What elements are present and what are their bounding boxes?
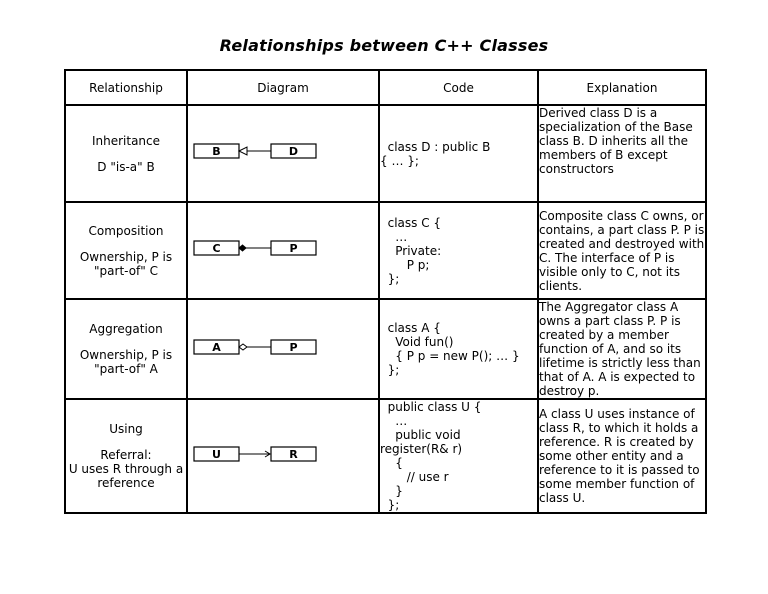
diagram-cell: [187, 299, 379, 399]
header-explanation: Explanation: [538, 70, 706, 105]
explanation-cell: The Aggregator class A owns a part class P. P is created by a member function of A, and so its lifetime is strictly less than that of A. A is expected to destroy p.: [538, 299, 706, 399]
table-row-aggregation: [65, 299, 706, 399]
class-label-right: P: [289, 340, 298, 354]
class-label-left: B: [212, 145, 221, 158]
relationship-name: Using: [109, 422, 143, 436]
code-cell: class C { … Private: P p; };: [379, 202, 538, 299]
class-label-right: D: [288, 145, 299, 158]
page-title: Relationships between C++ Classes: [219, 36, 549, 55]
relationship-name: Inheritance: [91, 133, 161, 148]
relationship-cell: [65, 399, 187, 513]
header-row: [65, 70, 706, 105]
header-relationship: Relationship: [65, 70, 187, 105]
code-cell: class D : public B { … };: [379, 105, 538, 202]
relationship-name: Aggregation: [89, 322, 163, 336]
header-diagram: Diagram: [187, 70, 379, 105]
code-cell: class A { Void fun() { P p = new P(); … } };: [379, 299, 538, 399]
relationship-subtitle: D "is-a" B: [97, 159, 155, 174]
diagram-cell: [187, 105, 379, 202]
explanation-cell: Derived class D is a specialization of the Base class B. D inherits all the members of B except constructors: [538, 105, 706, 202]
composition-diagram: [188, 234, 378, 264]
diagram-cell: [187, 202, 379, 299]
relationships-table: [64, 69, 707, 514]
class-label-left: C: [212, 242, 221, 255]
diagram-cell: [187, 399, 379, 513]
filled-diamond-icon: [239, 245, 246, 251]
explanation-cell: Composite class C owns, or contains, a part class P. P is created and destroyed with C. The interface of P is visible only to C, not its clients.: [538, 202, 706, 299]
relationship-cell: [65, 202, 187, 299]
code-cell: public class U { … public void register(R& r) { // use r } };: [379, 399, 538, 513]
relationship-cell: [65, 299, 187, 399]
relationship-subtitle: Ownership, P is "part-of" C: [79, 249, 173, 278]
relationship-name: Composition: [88, 223, 164, 238]
header-code: Code: [379, 70, 538, 105]
explanation-cell: A class U uses instance of class R, to which it holds a reference. R is created by some other entity and a reference to it is passed to some member function of class U.: [538, 399, 706, 513]
class-label-left: A: [212, 340, 221, 354]
hollow-triangle-arrow-icon: [239, 147, 247, 155]
relationship-cell: [65, 105, 187, 202]
relationship-subtitle: Referral: U uses R through a reference: [68, 448, 184, 490]
class-label-left: U: [212, 447, 221, 461]
class-label-right: R: [289, 447, 298, 461]
relationship-subtitle: Ownership, P is "part-of" A: [79, 348, 173, 376]
table-row-inheritance: [65, 105, 706, 202]
table-row-composition: [65, 202, 706, 299]
aggregation-diagram: [188, 333, 378, 363]
table-row-using: [65, 399, 706, 513]
inheritance-diagram: [188, 137, 378, 167]
using-diagram: [188, 440, 378, 470]
class-label-right: P: [289, 242, 298, 255]
hollow-diamond-icon: [239, 344, 247, 350]
